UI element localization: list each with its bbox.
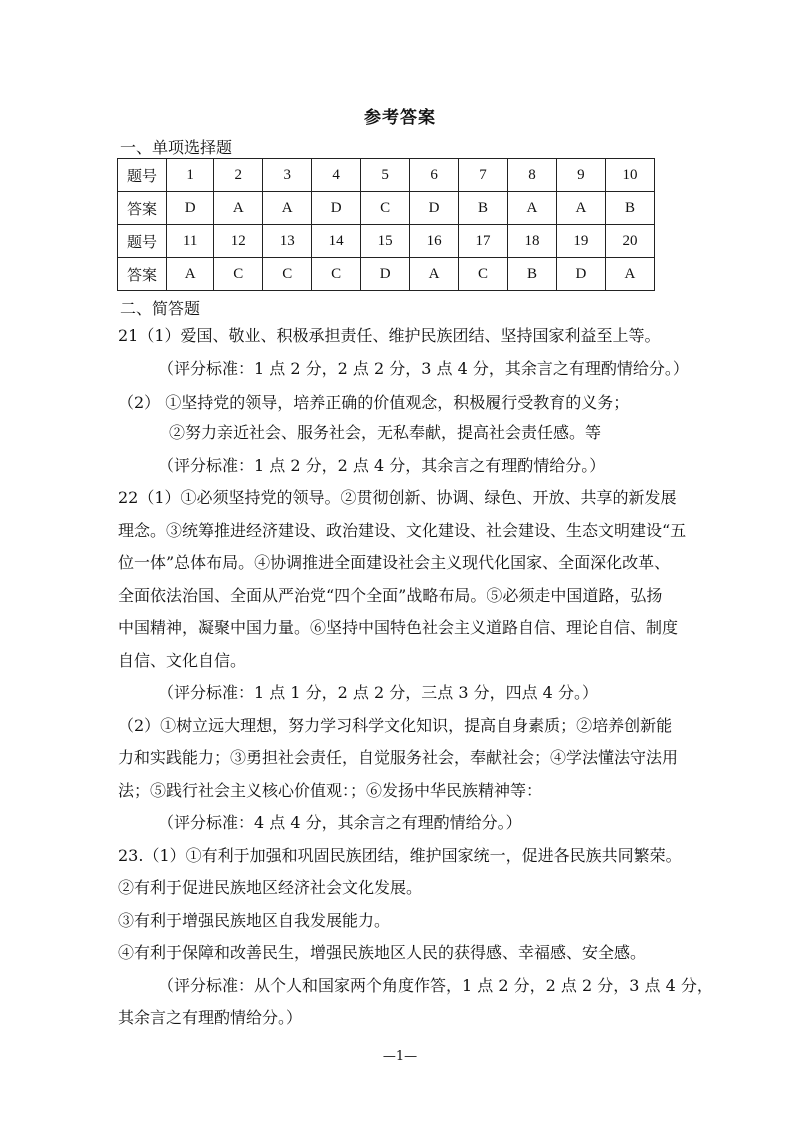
table-cell: B (508, 258, 557, 291)
answer-line: （2） ①坚持党的领导，培养正确的价值观念，积极履行受教育的义务； (118, 393, 630, 412)
scoring-note: （评分标准：1 点 2 分，2 点 2 分，3 点 4 分，其余言之有理酌情给分。） (158, 359, 689, 378)
answer-line: 理念。③统筹推进经济建设、政治建设、文化建设、社会建设、生态文明建设“五 (118, 521, 687, 540)
section-heading-multiple-choice: 一、单项选择题 (120, 138, 233, 157)
table-cell: 6 (410, 159, 459, 192)
table-row (118, 225, 655, 258)
answer-line: 自信、文化自信。 (118, 651, 247, 670)
table-cell: C (263, 258, 312, 291)
table-row (118, 192, 655, 225)
table-cell: C (459, 258, 508, 291)
table-cell: 4 (312, 159, 361, 192)
scoring-note: （评分标准：1 点 2 分，2 点 4 分，其余言之有理酌情给分。） (158, 456, 606, 475)
table-cell: D (361, 258, 410, 291)
answer-line: 中国精神，凝聚中国力量。⑥坚持中国特色社会主义道路自信、理论自信、制度 (118, 618, 679, 637)
row-header: 答案 (118, 258, 167, 291)
table-cell: 7 (459, 159, 508, 192)
table-cell: 9 (556, 159, 605, 192)
scoring-note: 其余言之有理酌情给分。） (118, 1008, 303, 1027)
answer-line: 位一体”总体布局。④协调推进全面建设社会主义现代化国家、全面深化改革、 (118, 553, 671, 572)
scoring-note: （评分标准：1 点 1 分，2 点 2 分，三点 3 分，四点 4 分。） (158, 683, 598, 702)
answer-line: ②努力亲近社会、服务社会，无私奉献，提高社会责任感。等 (169, 423, 602, 442)
answer-line: ④有利于保障和改善民生，增强民族地区人民的获得感、幸福感、安全感。 (118, 943, 647, 962)
table-cell: B (459, 192, 508, 225)
scoring-note: （评分标准：从个人和国家两个角度作答，1 点 2 分，2 点 2 分，3 点 4 分， (158, 976, 713, 995)
answer-line: （2）①树立远大理想，努力学习科学文化知识，提高自身素质；②培养创新能 (118, 716, 673, 735)
page-title: 参考答案 (364, 108, 436, 128)
table-cell: D (312, 192, 361, 225)
table-cell: B (605, 192, 654, 225)
answer-table (117, 158, 655, 291)
table-cell: A (410, 258, 459, 291)
table-cell: 13 (263, 225, 312, 258)
table-cell: 12 (214, 225, 263, 258)
table-cell: D (410, 192, 459, 225)
row-header: 题号 (118, 225, 167, 258)
answer-line: 21（1）爱国、敬业、积极承担责任、维护民族团结、坚持国家利益至上等。 (118, 326, 661, 345)
table-cell: 19 (556, 225, 605, 258)
table-cell: A (508, 192, 557, 225)
answer-line: ③有利于增强民族地区自我发展能力。 (118, 911, 391, 930)
table-cell: 5 (361, 159, 410, 192)
table-cell: A (605, 258, 654, 291)
table-cell: D (556, 258, 605, 291)
table-cell: C (214, 258, 263, 291)
table-cell: 8 (508, 159, 557, 192)
table-row (118, 159, 655, 192)
page-number: —1— (382, 1049, 418, 1064)
table-cell: A (263, 192, 312, 225)
table-cell: A (556, 192, 605, 225)
table-cell: 15 (361, 225, 410, 258)
table-cell: 18 (508, 225, 557, 258)
answer-line: 力和实践能力；③勇担社会责任，自觉服务社会，奉献社会；④学法懂法守法用 (118, 748, 679, 767)
table-cell: 1 (167, 159, 214, 192)
section-heading-short-answer: 二、简答题 (120, 299, 201, 318)
answer-line: ②有利于促进民族地区经济社会文化发展。 (118, 878, 423, 897)
table-cell: 2 (214, 159, 263, 192)
table-cell: 10 (605, 159, 654, 192)
table-cell: 14 (312, 225, 361, 258)
table-cell: C (312, 258, 361, 291)
scoring-note: （评分标准：4 点 4 分，其余言之有理酌情给分。） (158, 813, 522, 832)
row-header: 答案 (118, 192, 167, 225)
answer-line: 法；⑤践行社会主义核心价值观：；⑥发扬中华民族精神等： (118, 781, 543, 800)
row-header: 题号 (118, 159, 167, 192)
answer-line: 全面依法治国、全面从严治党“四个全面”战略布局。⑤必须走中国道路，弘扬 (118, 586, 663, 605)
table-cell: 16 (410, 225, 459, 258)
table-cell: A (167, 258, 214, 291)
answer-line: 23.（1）①有利于加强和巩固民族团结，维护国家统一，促进各民族共同繁荣。 (118, 846, 682, 865)
table-cell: D (167, 192, 214, 225)
table-cell: 20 (605, 225, 654, 258)
table-cell: C (361, 192, 410, 225)
table-cell: 17 (459, 225, 508, 258)
table-row (118, 258, 655, 291)
answer-line: 22（1）①必须坚持党的领导。②贯彻创新、协调、绿色、开放、共享的新发展 (118, 488, 677, 507)
table-cell: A (214, 192, 263, 225)
table-cell: 11 (167, 225, 214, 258)
table-cell: 3 (263, 159, 312, 192)
